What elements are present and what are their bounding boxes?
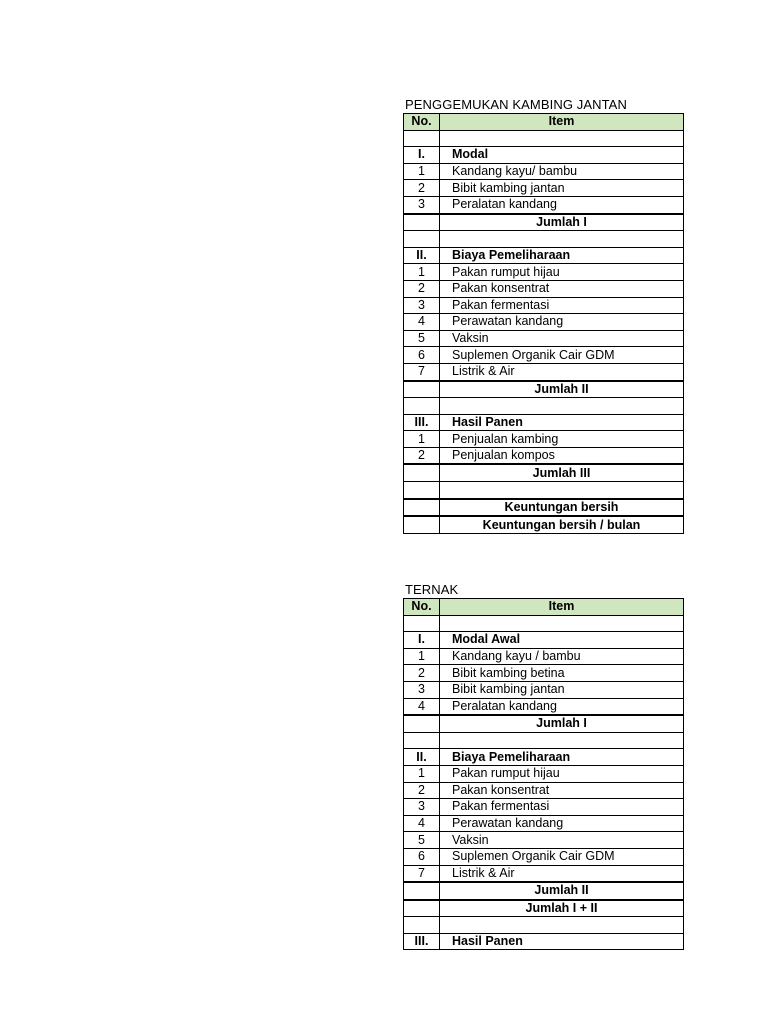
cell-item bbox=[440, 231, 684, 248]
column-header-item: Item bbox=[440, 114, 684, 131]
cell-item: Modal bbox=[440, 147, 684, 164]
cell-item bbox=[440, 130, 684, 147]
cell-no: 7 bbox=[404, 865, 440, 882]
cell-item: Hasil Panen bbox=[440, 414, 684, 431]
cell-no: 4 bbox=[404, 698, 440, 715]
cell-no: 6 bbox=[404, 347, 440, 364]
cell-no bbox=[404, 130, 440, 147]
cell-no: 4 bbox=[404, 314, 440, 331]
table-row bbox=[404, 715, 684, 732]
table-row bbox=[404, 363, 684, 380]
cell-no: III. bbox=[404, 414, 440, 431]
table-row bbox=[404, 882, 684, 900]
cell-item: Penjualan kambing bbox=[440, 431, 684, 448]
cell-no bbox=[404, 381, 440, 398]
cell-no bbox=[404, 214, 440, 231]
table-header-row bbox=[404, 599, 684, 616]
cell-no: 1 bbox=[404, 163, 440, 180]
table-row bbox=[404, 832, 684, 849]
cell-item bbox=[440, 482, 684, 499]
cell-item: Keuntungan bersih bbox=[440, 499, 684, 517]
table-row bbox=[404, 681, 684, 698]
cell-no bbox=[404, 715, 440, 732]
table-row bbox=[404, 464, 684, 481]
cell-no bbox=[404, 615, 440, 632]
sheet-ternak bbox=[403, 582, 684, 950]
cell-no: 1 bbox=[404, 648, 440, 665]
table-row bbox=[404, 799, 684, 816]
table-row bbox=[404, 214, 684, 231]
cell-no: 3 bbox=[404, 681, 440, 698]
table-row bbox=[404, 782, 684, 799]
cell-no bbox=[404, 398, 440, 415]
cell-no: I. bbox=[404, 632, 440, 649]
cell-no bbox=[404, 499, 440, 517]
cell-no: 2 bbox=[404, 180, 440, 197]
cell-no bbox=[404, 464, 440, 481]
cell-no: 5 bbox=[404, 330, 440, 347]
cost-table bbox=[403, 113, 684, 534]
table-body bbox=[404, 130, 684, 533]
cell-item bbox=[440, 615, 684, 632]
table-row bbox=[404, 247, 684, 264]
table-row bbox=[404, 698, 684, 715]
cell-item: Bibit kambing jantan bbox=[440, 180, 684, 197]
cell-no: 7 bbox=[404, 363, 440, 380]
column-header-item: Item bbox=[440, 599, 684, 616]
cell-item: Vaksin bbox=[440, 330, 684, 347]
cell-item: Jumlah II bbox=[440, 381, 684, 398]
cell-item: Pakan fermentasi bbox=[440, 799, 684, 816]
cell-item: Jumlah I bbox=[440, 715, 684, 732]
cell-no: 5 bbox=[404, 832, 440, 849]
cell-item: Jumlah II bbox=[440, 882, 684, 900]
cell-no bbox=[404, 516, 440, 533]
cell-item: Listrik & Air bbox=[440, 363, 684, 380]
table-row bbox=[404, 130, 684, 147]
table-row bbox=[404, 297, 684, 314]
cell-item: Pakan konsentrat bbox=[440, 280, 684, 297]
cell-no bbox=[404, 482, 440, 499]
cell-item: Peralatan kandang bbox=[440, 698, 684, 715]
table-row bbox=[404, 815, 684, 832]
cell-item: Peralatan kandang bbox=[440, 196, 684, 213]
cell-item: Jumlah I bbox=[440, 214, 684, 231]
cell-item: Pakan konsentrat bbox=[440, 782, 684, 799]
cell-item: Kandang kayu / bambu bbox=[440, 648, 684, 665]
table-row bbox=[404, 632, 684, 649]
table-row bbox=[404, 732, 684, 749]
cell-no: III. bbox=[404, 933, 440, 950]
table-row bbox=[404, 447, 684, 464]
cell-item: Modal Awal bbox=[440, 632, 684, 649]
cell-item: Bibit kambing jantan bbox=[440, 681, 684, 698]
table-row bbox=[404, 765, 684, 782]
cell-no: II. bbox=[404, 749, 440, 766]
table-row bbox=[404, 163, 684, 180]
table-row bbox=[404, 499, 684, 517]
table-row bbox=[404, 900, 684, 917]
table-row bbox=[404, 648, 684, 665]
table-row bbox=[404, 865, 684, 882]
cell-no: 3 bbox=[404, 196, 440, 213]
cell-item: Jumlah III bbox=[440, 464, 684, 481]
table-row bbox=[404, 330, 684, 347]
table-row bbox=[404, 848, 684, 865]
cost-table bbox=[403, 598, 684, 950]
cell-no: 4 bbox=[404, 815, 440, 832]
cell-no: 6 bbox=[404, 848, 440, 865]
table-row bbox=[404, 196, 684, 213]
table-row bbox=[404, 180, 684, 197]
cell-item: Pakan rumput hijau bbox=[440, 264, 684, 281]
cell-item: Hasil Panen bbox=[440, 933, 684, 950]
cell-item: Suplemen Organik Cair GDM bbox=[440, 347, 684, 364]
cell-no: 2 bbox=[404, 280, 440, 297]
cell-no: 2 bbox=[404, 447, 440, 464]
cell-item: Biaya Pemeliharaan bbox=[440, 749, 684, 766]
column-header-no: No. bbox=[404, 599, 440, 616]
cell-item bbox=[440, 917, 684, 934]
table-row bbox=[404, 231, 684, 248]
table-row bbox=[404, 917, 684, 934]
cell-item bbox=[440, 732, 684, 749]
cell-item: Vaksin bbox=[440, 832, 684, 849]
cell-item: Jumlah I + II bbox=[440, 900, 684, 917]
cell-item: Kandang kayu/ bambu bbox=[440, 163, 684, 180]
cell-item: Listrik & Air bbox=[440, 865, 684, 882]
cell-no bbox=[404, 732, 440, 749]
cell-item: Bibit kambing betina bbox=[440, 665, 684, 682]
cell-no bbox=[404, 917, 440, 934]
table-body bbox=[404, 615, 684, 950]
table-row bbox=[404, 431, 684, 448]
cell-no bbox=[404, 882, 440, 900]
cell-no: 1 bbox=[404, 765, 440, 782]
table-row bbox=[404, 280, 684, 297]
table-header-row bbox=[404, 114, 684, 131]
sheet-title: PENGGEMUKAN KAMBING JANTAN bbox=[405, 97, 627, 112]
cell-item: Biaya Pemeliharaan bbox=[440, 247, 684, 264]
cell-no: 1 bbox=[404, 264, 440, 281]
cell-item: Penjualan kompos bbox=[440, 447, 684, 464]
table-row bbox=[404, 665, 684, 682]
cell-item: Pakan fermentasi bbox=[440, 297, 684, 314]
table-row bbox=[404, 314, 684, 331]
cell-item: Perawatan kandang bbox=[440, 314, 684, 331]
cell-item: Perawatan kandang bbox=[440, 815, 684, 832]
table-row bbox=[404, 147, 684, 164]
table-row bbox=[404, 482, 684, 499]
cell-no: 1 bbox=[404, 431, 440, 448]
sheet-penggemukan bbox=[403, 97, 684, 534]
table-row bbox=[404, 933, 684, 950]
table-row bbox=[404, 264, 684, 281]
cell-item: Pakan rumput hijau bbox=[440, 765, 684, 782]
column-header-no: No. bbox=[404, 114, 440, 131]
table-row bbox=[404, 398, 684, 415]
cell-no: 3 bbox=[404, 297, 440, 314]
cell-item: Suplemen Organik Cair GDM bbox=[440, 848, 684, 865]
cell-item: Keuntungan bersih / bulan bbox=[440, 516, 684, 533]
table-row bbox=[404, 615, 684, 632]
table-row bbox=[404, 749, 684, 766]
table-row bbox=[404, 414, 684, 431]
cell-no bbox=[404, 231, 440, 248]
cell-no: 3 bbox=[404, 799, 440, 816]
cell-no bbox=[404, 900, 440, 917]
table-row bbox=[404, 347, 684, 364]
cell-no: 2 bbox=[404, 782, 440, 799]
cell-no: II. bbox=[404, 247, 440, 264]
cell-no: 2 bbox=[404, 665, 440, 682]
cell-item bbox=[440, 398, 684, 415]
table-row bbox=[404, 516, 684, 533]
sheet-title: TERNAK bbox=[405, 582, 459, 597]
cell-no: I. bbox=[404, 147, 440, 164]
table-row bbox=[404, 381, 684, 398]
